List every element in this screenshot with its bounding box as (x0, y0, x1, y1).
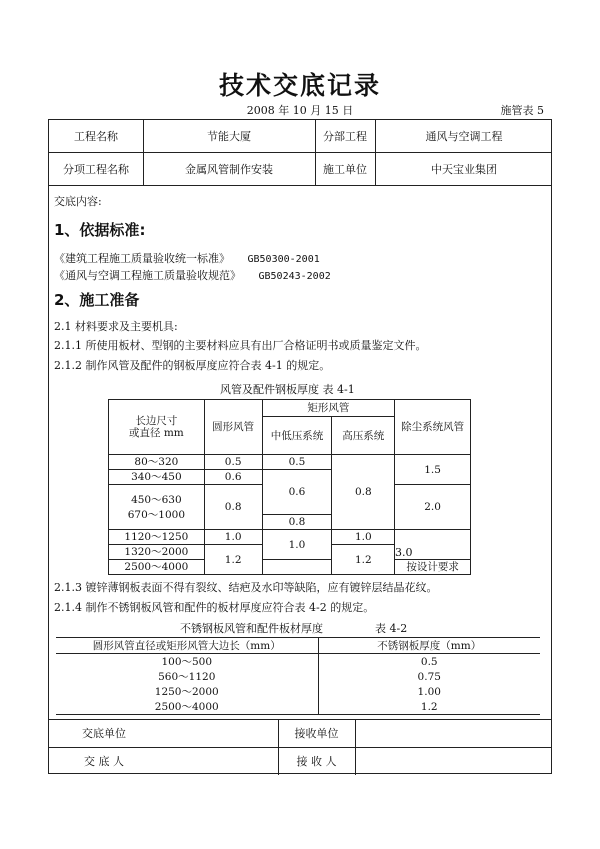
dust-cell: 2.0 (395, 485, 471, 530)
round-cell: 1.2 (204, 545, 262, 575)
project-name-value: 节能大厦 (207, 130, 251, 143)
division-label: 分部工程 (323, 130, 367, 143)
mid-low-cell-empty (262, 560, 332, 575)
table-4-2-number: 表 4-2 (375, 622, 408, 635)
mid-low-cell: 0.5 (262, 455, 332, 470)
size-line: 450～630 (131, 493, 182, 506)
col-dust-header: 除尘系统风管 (395, 400, 471, 455)
size-cell: 560～1120 (56, 669, 318, 684)
footer-col-divider (355, 719, 356, 775)
standard-1-name: 《建筑工程施工质量验收统一标准》 (54, 252, 230, 265)
round-cell: 0.8 (204, 485, 262, 530)
standard-1-code: GB50300-2001 (247, 254, 320, 265)
col-thickness-header: 不锈钢板厚度（mm） (318, 638, 540, 654)
round-cell: 0.6 (204, 470, 262, 485)
size-cell: 100～500 (56, 654, 318, 670)
standard-1 (54, 250, 320, 266)
col-size-header: 圆形风管直径或矩形风管大边长（mm） (56, 638, 318, 654)
col-size-line1: 长边尺寸 (135, 415, 178, 427)
table-4-1-caption: 风管及配件钢板厚度 表 4-1 (220, 383, 355, 396)
col-round-header: 圆形风管 (204, 400, 262, 455)
receive-person-label: 接 收 人 (296, 755, 337, 768)
high-cell: 0.8 (332, 455, 395, 530)
record-date: 2008 年 10 月 15 日 (246, 104, 354, 117)
size-cell: 2500～4000 (56, 699, 318, 715)
thickness-cell: 1.00 (417, 685, 441, 698)
section-1-title: 1、依据标准: (54, 221, 146, 239)
paragraph-2-1-2: 2.1.2 制作风管及配件的钢板厚度应符合表 4-1 的规定。 (54, 359, 331, 372)
steel-thickness-table (108, 399, 471, 575)
paragraph-2-1-1: 2.1.1 所使用板材、型钢的主要材料应具有出厂合格证明书或质量鉴定文件。 (54, 339, 427, 352)
col-rect-header: 矩形风管 (262, 400, 395, 417)
high-cell: 1.2 (332, 545, 395, 575)
stainless-thickness-table (56, 637, 540, 715)
size-cell: 2500～4000 (109, 560, 205, 575)
standard-2 (54, 267, 331, 283)
thickness-cell: 0.5 (420, 655, 438, 668)
form-number: 施管表 5 (500, 104, 544, 117)
page-title: 技术交底记录 (218, 71, 381, 100)
division-value: 通风与空调工程 (425, 130, 503, 143)
standard-2-code: GB50243-2002 (258, 271, 331, 282)
size-cell: 340～450 (109, 470, 205, 485)
round-cell: 1.0 (204, 530, 262, 545)
contractor-value: 中天宝业集团 (431, 162, 497, 176)
table-4-2-caption: 不锈钢板风管和配件板材厚度 (180, 622, 323, 635)
mid-low-cell: 1.0 (262, 530, 332, 560)
mid-low-cell: 0.6 (262, 470, 332, 515)
paragraph-2-1-3: 2.1.3 镀锌薄钢板表面不得有裂纹、结疤及水印等缺陷，应有镀锌层结晶花纹。 (54, 581, 438, 594)
contractor-label: 施工单位 (323, 162, 367, 176)
handover-unit-label: 交底单位 (82, 727, 126, 740)
round-cell: 0.5 (204, 455, 262, 470)
col-size-header (109, 400, 205, 455)
size-cell: 1120～1250 (109, 530, 205, 545)
handover-person-label: 交 底 人 (84, 755, 124, 768)
col-size-line2: 或直径 mm (128, 427, 184, 439)
col-mid-low-header: 中低压系统 (262, 417, 332, 455)
size-line: 670～1000 (127, 508, 185, 521)
mid-low-cell: 0.8 (262, 515, 332, 530)
section-2-title: 2、施工准备 (54, 291, 140, 309)
size-cell (109, 485, 205, 530)
dust-cell: 按设计要求 (395, 560, 471, 575)
size-cell: 80～320 (109, 455, 205, 470)
size-cell: 1320～2000 (109, 545, 205, 560)
content-intro-label: 交底内容: (54, 195, 102, 208)
paragraph-2-1-4: 2.1.4 制作不锈钢板风管和配件的板材厚度应符合表 4-2 的规定。 (54, 601, 375, 614)
col-high-header: 高压系统 (332, 417, 395, 455)
receive-unit-label: 接收单位 (294, 727, 339, 740)
high-cell: 1.0 (332, 530, 395, 545)
standard-2-name: 《通风与空调工程施工质量验收规范》 (54, 269, 241, 282)
paragraph-2-1: 2.1 材料要求及主要机具: (54, 320, 178, 333)
size-cell: 1250～2000 (56, 684, 318, 699)
dust-cell: 1.5 (395, 455, 471, 485)
thickness-cell: 1.2 (318, 699, 540, 715)
subitem-label: 分项工程名称 (63, 162, 129, 176)
thickness-cell: 0.75 (417, 670, 441, 683)
project-name-label: 工程名称 (74, 130, 118, 143)
dust-value-3: 3.0 (395, 546, 413, 559)
subitem-value: 金属风管制作安装 (185, 162, 273, 176)
header-bottom-divider (49, 185, 551, 186)
